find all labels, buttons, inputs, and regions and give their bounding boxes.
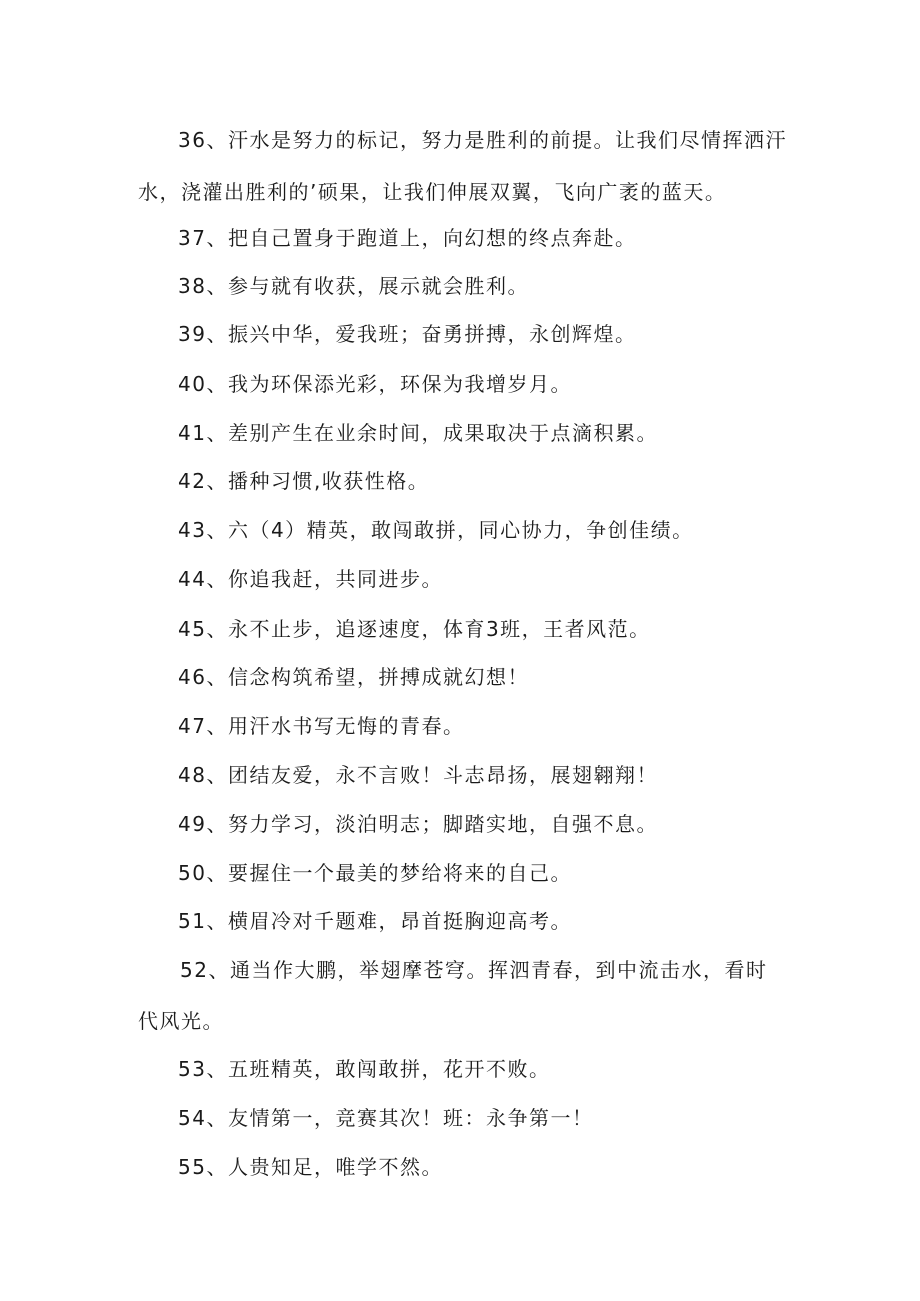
slogan-47: 47、用汗水书写无悔的青春。 xyxy=(178,714,465,738)
slogan-46: 46、信念构筑希望，拼搏成就幻想！ xyxy=(178,665,529,689)
slogan-37: 37、把自己置身于跑道上，向幻想的终点奔赴。 xyxy=(178,226,637,250)
slogan-45: 45、永不止步，追逐速度，体育3班，王者风范。 xyxy=(178,617,651,641)
slogan-52-line-1: 52、通当作大鹏，举翅摩苍穹。挥泗青春，到中流击水，看时 xyxy=(180,958,768,982)
slogan-36-line-1: 36、汗水是努力的标记，努力是胜利的前提。让我们尽情挥洒汗 xyxy=(178,128,787,152)
slogan-50: 50、要握住一个最美的梦给将来的自己。 xyxy=(178,861,572,885)
slogan-55: 55、人贵知足，唯学不然。 xyxy=(178,1155,443,1179)
slogan-44: 44、你追我赶，共同进步。 xyxy=(178,567,443,591)
slogan-39: 39、振兴中华，爱我班；奋勇拼搏，永创辉煌。 xyxy=(178,322,637,346)
slogan-54: 54、友情第一，竞赛其次！班：永争第一！ xyxy=(178,1106,594,1130)
slogan-38: 38、参与就有收获，展示就会胜利。 xyxy=(178,274,529,298)
slogan-49: 49、努力学习，淡泊明志；脚踏实地，自强不息。 xyxy=(178,812,658,836)
slogan-51: 51、横眉冷对千题难，昂首挺胸迎高考。 xyxy=(178,909,572,933)
slogan-36-line-2: 水，浇灌出胜利的’硕果，让我们伸展双翼，飞向广袤的蓝天。 xyxy=(138,180,727,204)
slogan-52-line-2: 代风光。 xyxy=(138,1009,224,1033)
slogan-41: 41、差别产生在业余时间，成果取决于点滴积累。 xyxy=(178,421,658,445)
slogan-40: 40、我为环保添光彩，环保为我增岁月。 xyxy=(178,372,572,396)
slogan-48: 48、团结友爱，永不言败！斗志昂扬，展翅翱翔！ xyxy=(178,763,658,787)
slogan-42: 42、播种习惯,收获性格。 xyxy=(178,469,430,493)
slogan-53: 53、五班精英，敢闯敢拼，花开不败。 xyxy=(178,1057,551,1081)
slogan-43: 43、六（4）精英，敢闯敢拼，同心协力，争创佳绩。 xyxy=(178,518,694,542)
